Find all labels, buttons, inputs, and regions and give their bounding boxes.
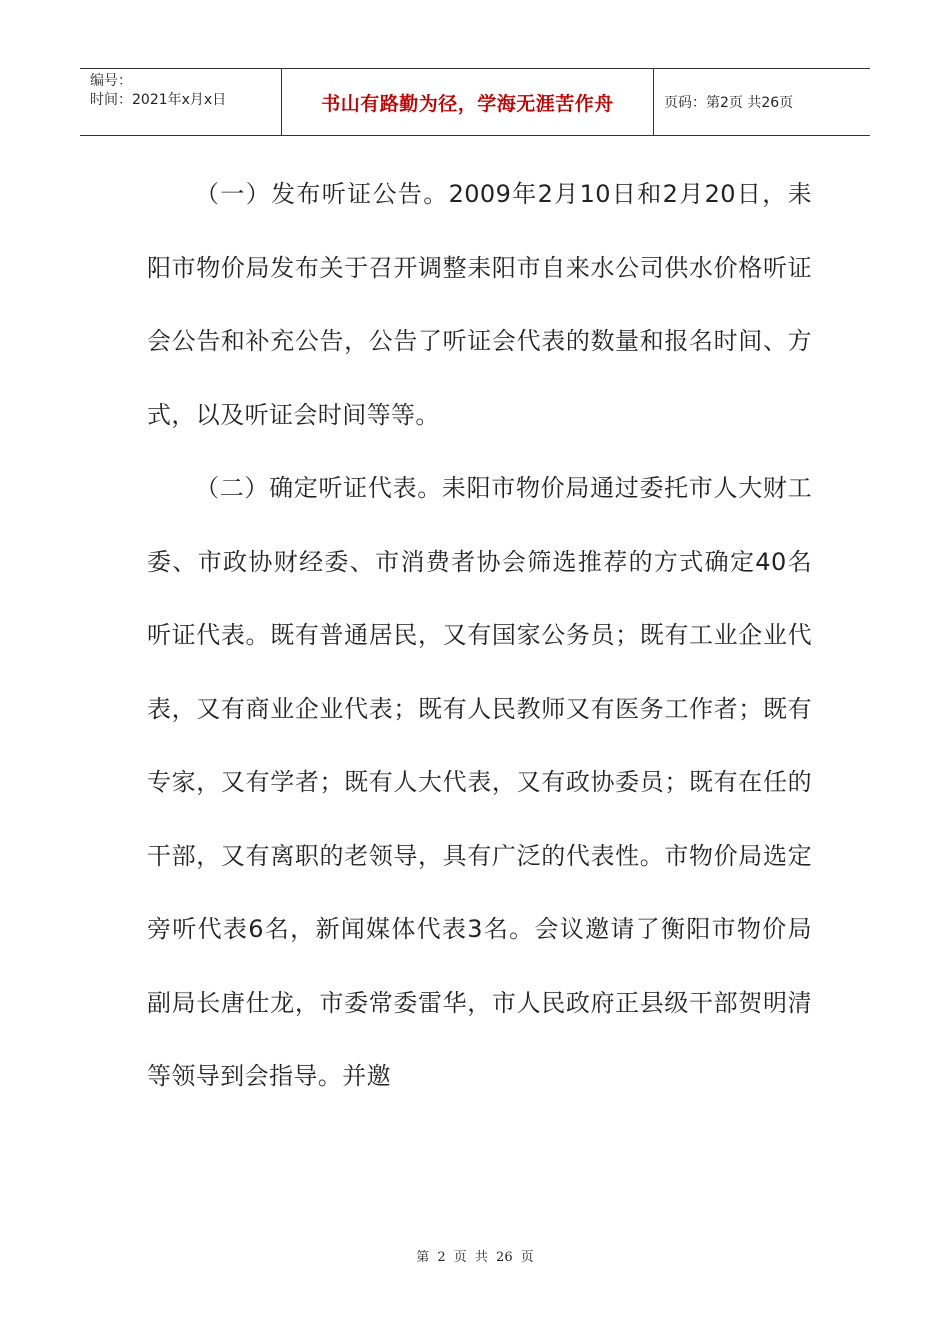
paragraph-2: （二）确定听证代表。耒阳市物价局通过委托市人大财工委、市政协财经委、市消费者协会筛选推荐的方式确定40名听证代表。既有普通居民，又有国家公务员；既有工业企业代表，又有商业企业代表；既有人民教师又有医务工作者；既有专家，又有学者；既有人大代表，又有政协委员；既有在任的干部，又有离职的老领导，具有广泛的代表性。市物价局选定旁听代表6名，新闻媒体代表3名。会议邀请了衡阳市物价局副局长唐仕龙，市委常委雷华，市人民政府正县级干部贺明清等领导到会指导。并邀 — [147, 474, 812, 1090]
document-body — [147, 158, 812, 1114]
document-header — [80, 68, 870, 136]
header-motto-cell — [281, 69, 654, 135]
document-time-label: 时间：2021年x月x日 — [90, 92, 227, 108]
document-number-label: 编号： — [90, 73, 132, 89]
paragraph-1: （一）发布听证公告。2009年2月10日和2月20日，耒阳市物价局发布关于召开调整耒阳市自来水公司供水价格听证会公告和补充公告，公告了听证会代表的数量和报名时间、方式，以及听证会时间等等。 — [147, 180, 812, 429]
header-meta-cell — [80, 69, 281, 135]
header-page-info: 页码：第2页 共26页 — [664, 95, 794, 111]
page-footer: 第 2 页 共 26 页 — [416, 1250, 534, 1265]
header-motto: 书山有路勤为径，学海无涯苦作舟 — [321, 92, 614, 115]
header-page-cell — [654, 69, 870, 135]
